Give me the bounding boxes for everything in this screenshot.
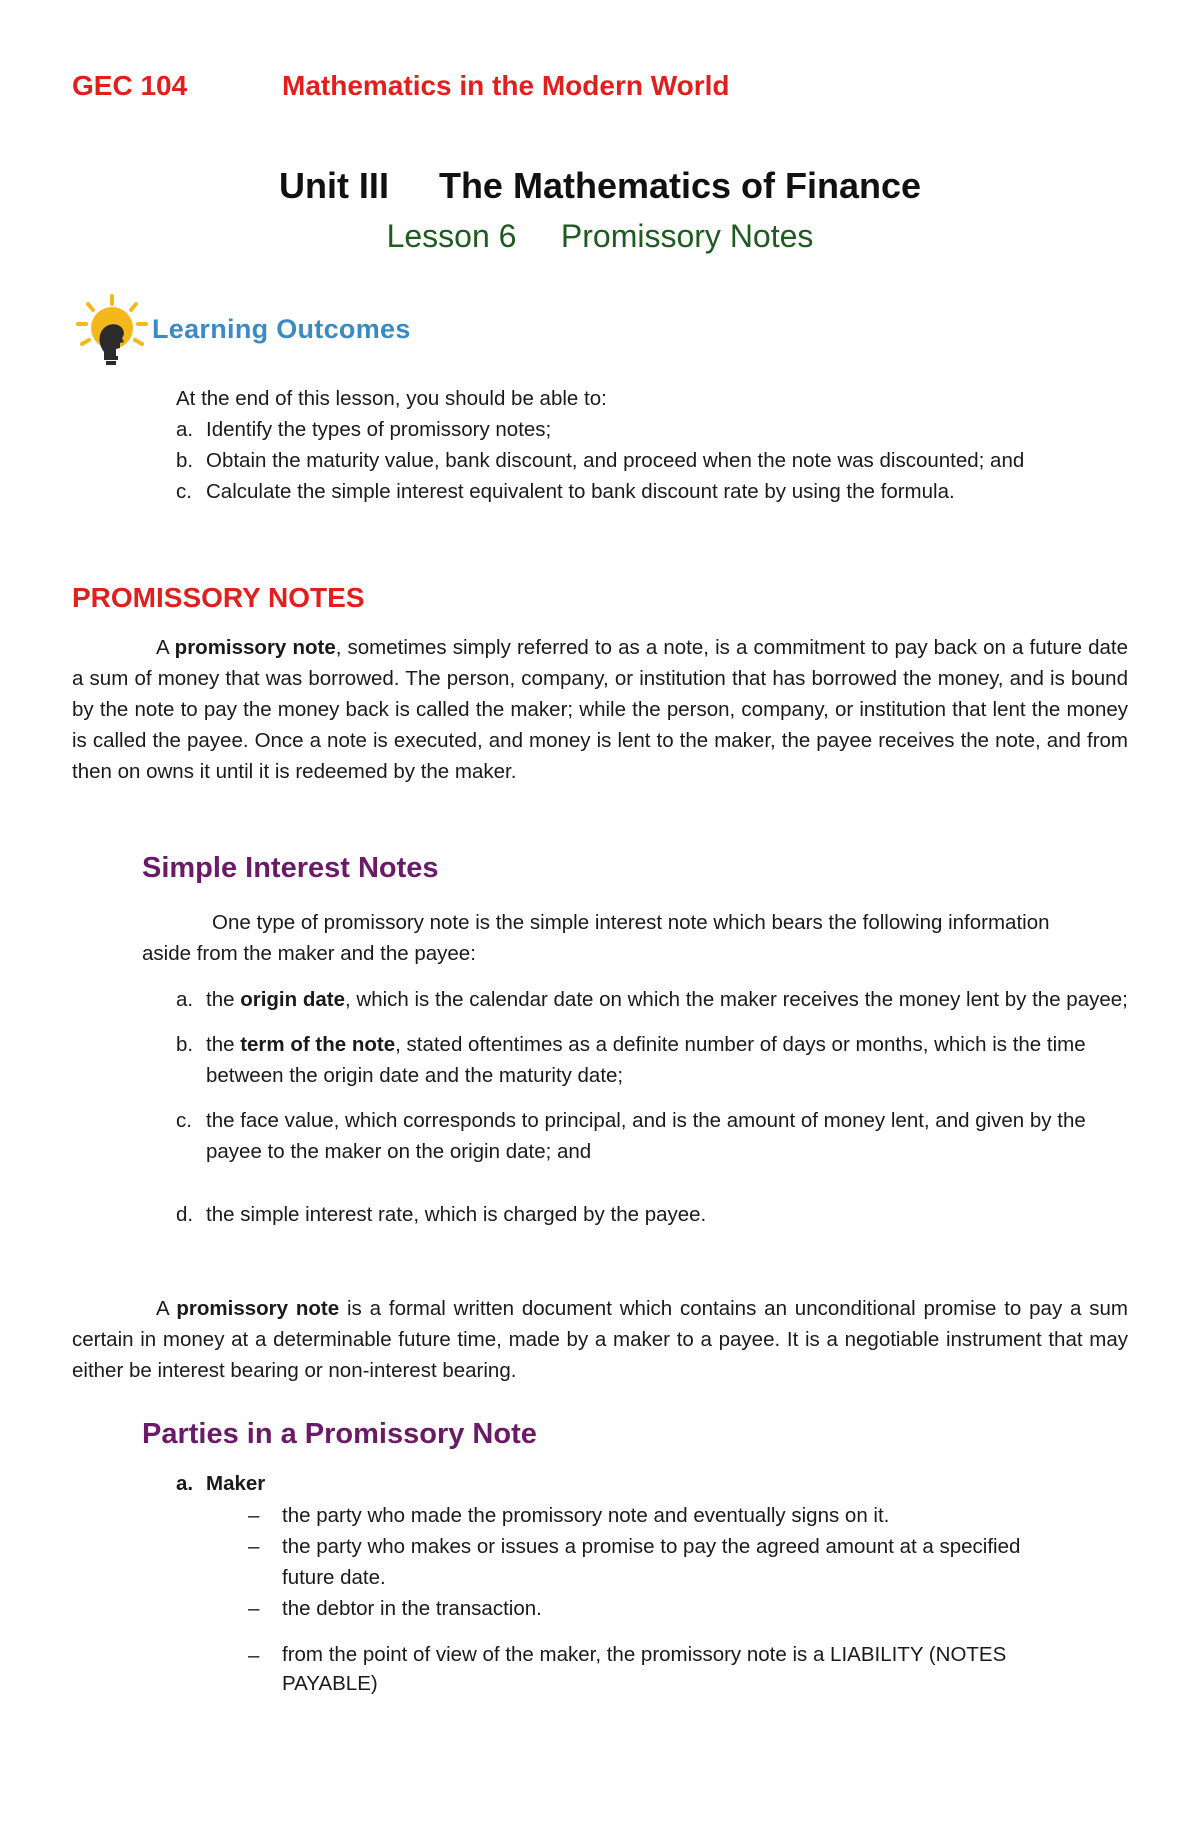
- promissory-definition-paragraph: [72, 632, 1128, 787]
- list-item: [176, 414, 1116, 445]
- simple-interest-intro: One type of promissory note is the simple interest note which bears the following information aside from the maker and the payee:: [142, 911, 1050, 965]
- list-marker: a.: [176, 988, 194, 1011]
- list-item-text: the party who made the promissory note and eventually signs on it.: [282, 1504, 890, 1527]
- outcomes-intro: At the end of this lesson, you should be able to:: [176, 387, 607, 410]
- course-code: GEC 104: [72, 70, 188, 101]
- list-item-text: the origin date, which is the calendar date on which the maker receives the money lent by the payee;: [206, 988, 1128, 1011]
- list-marker: c.: [176, 1109, 192, 1132]
- list-marker: a.: [176, 418, 194, 441]
- learning-outcomes-banner: Learning Outcomes: [152, 314, 411, 344]
- lightbulb-head-icon: [74, 294, 150, 366]
- party-maker-heading: [176, 1468, 265, 1499]
- list-item: [176, 476, 1116, 507]
- list-item: [248, 1531, 1048, 1593]
- list-item: [248, 1593, 1048, 1624]
- list-item-text: the party who makes or issues a promise to pay the agreed amount at a specified future date.: [282, 1535, 1021, 1589]
- list-item-text: Calculate the simple interest equivalent to bank discount rate by using the formula.: [206, 480, 955, 503]
- paragraph-text: A: [156, 1297, 177, 1320]
- list-item-text: Obtain the maturity value, bank discount, and proceed when the note was discounted; and: [206, 449, 1025, 472]
- list-item: [176, 1105, 1136, 1167]
- paragraph-text: , sometimes simply referred to as a note, is a commitment to pay back on a future date a sum of money that was borrowed. The person, company, or institution that has borrowed the money, and is bound by the note to pay the money back is called the maker; while the person, company, or institution that lent the money is called the payee. Once a note is executed, and money is lent to the maker, the payee receives the note, and from then on owns it until it is redeemed by the maker.: [72, 636, 1128, 783]
- list-item: [176, 1029, 1136, 1091]
- outcomes-list: [176, 414, 1116, 507]
- list-item-text: the debtor in the transaction.: [282, 1597, 542, 1620]
- list-marker: b.: [176, 449, 194, 472]
- list-item: [248, 1500, 1048, 1531]
- dash-marker: –: [248, 1644, 260, 1667]
- simple-interest-list: [176, 984, 1136, 1230]
- party-maker-label: Maker: [206, 1472, 266, 1495]
- list-item: [176, 984, 1136, 1015]
- list-item-text: Identify the types of promissory notes;: [206, 418, 552, 441]
- list-item-text: the simple interest rate, which is charged by the payee.: [206, 1203, 707, 1226]
- section-heading-promissory-notes: PROMISSORY NOTES: [72, 582, 365, 613]
- list-item-text: the face value, which corresponds to principal, and is the amount of money lent, and given by the payee to the maker on the origin date; and: [206, 1109, 1086, 1163]
- paragraph-text: is a formal written document which contains an unconditional promise to pay a sum certain in money at a determinable future time, made by a maker to a payee. It is a negotiable instrument that may either be interest bearing or non-interest bearing.: [72, 1297, 1128, 1382]
- maker-description-list: [248, 1500, 1048, 1698]
- list-item-text: from the point of view of the maker, the promissory note is a LIABILITY (NOTES PAYABLE): [282, 1643, 1007, 1695]
- promissory-formal-paragraph: [72, 1293, 1128, 1386]
- list-marker: b.: [176, 1033, 194, 1056]
- lesson-title: Lesson 6 Promissory Notes: [386, 218, 814, 254]
- unit-title: Unit III The Mathematics of Finance: [278, 165, 922, 206]
- section-heading-parties: Parties in a Promissory Note: [142, 1418, 537, 1450]
- list-marker: d.: [176, 1203, 194, 1226]
- list-item: [248, 1640, 1048, 1698]
- paragraph-text: A: [156, 636, 175, 659]
- list-marker: c.: [176, 480, 192, 503]
- list-marker: a.: [176, 1472, 194, 1495]
- list-item-text: the term of the note, stated oftentimes as a definite number of days or months, which is the time between the origin date and the maturity date;: [206, 1033, 1086, 1087]
- section-heading-simple-interest: Simple Interest Notes: [142, 852, 439, 884]
- bold-term: promissory note: [176, 1297, 340, 1320]
- dash-marker: –: [248, 1535, 260, 1558]
- list-item: [176, 445, 1116, 476]
- dash-marker: –: [248, 1597, 260, 1620]
- bold-term: promissory note: [174, 636, 336, 659]
- dash-marker: –: [248, 1504, 260, 1527]
- course-title: Mathematics in the Modern World: [282, 70, 730, 101]
- list-item: [176, 1199, 1136, 1230]
